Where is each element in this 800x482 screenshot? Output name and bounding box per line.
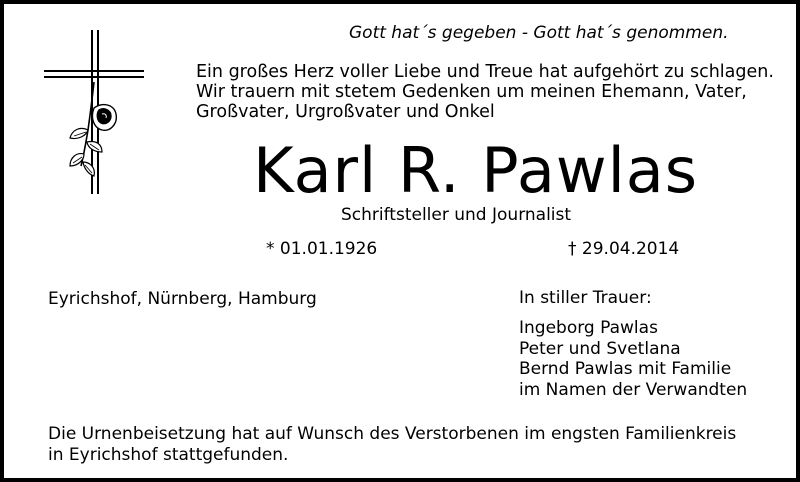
- motto: Gott hat´s gegeben - Gott hat´s genommen.: [349, 23, 729, 43]
- death-date: † 29.04.2014: [568, 239, 680, 259]
- mourner-name: Peter und Svetlana: [519, 338, 681, 359]
- mourning-heading: In stiller Trauer:: [519, 288, 652, 308]
- mourner-name: im Namen der Verwandten: [519, 379, 748, 400]
- mourners-list: [519, 318, 747, 400]
- mourner-name: Bernd Pawlas mit Familie: [519, 359, 732, 379]
- deceased-name: Karl R. Pawlas: [253, 134, 699, 207]
- closing-text: [48, 424, 736, 466]
- birth-date: * 01.01.1926: [266, 239, 378, 259]
- closing-line: in Eyrichshof stattgefunden.: [48, 445, 289, 465]
- closing-line: Die Urnenbeisetzung hat auf Wunsch des Verstorbenen im engsten Familienkreis: [48, 424, 737, 444]
- places: Eyrichshof, Nürnberg, Hamburg: [48, 289, 317, 309]
- cross-with-rose-icon: [44, 30, 148, 200]
- intro-text: [196, 62, 774, 122]
- intro-line: Wir trauern mit stetem Gedenken um meinen Ehemann, Vater,: [196, 82, 747, 102]
- intro-line: Ein großes Herz voller Liebe und Treue hat aufgehört zu schlagen.: [196, 62, 774, 82]
- mourner-name: Ingeborg Pawlas: [519, 318, 658, 338]
- intro-line: Großvater, Urgroßvater und Onkel: [196, 102, 495, 122]
- deceased-profession: Schriftsteller und Journalist: [341, 205, 572, 225]
